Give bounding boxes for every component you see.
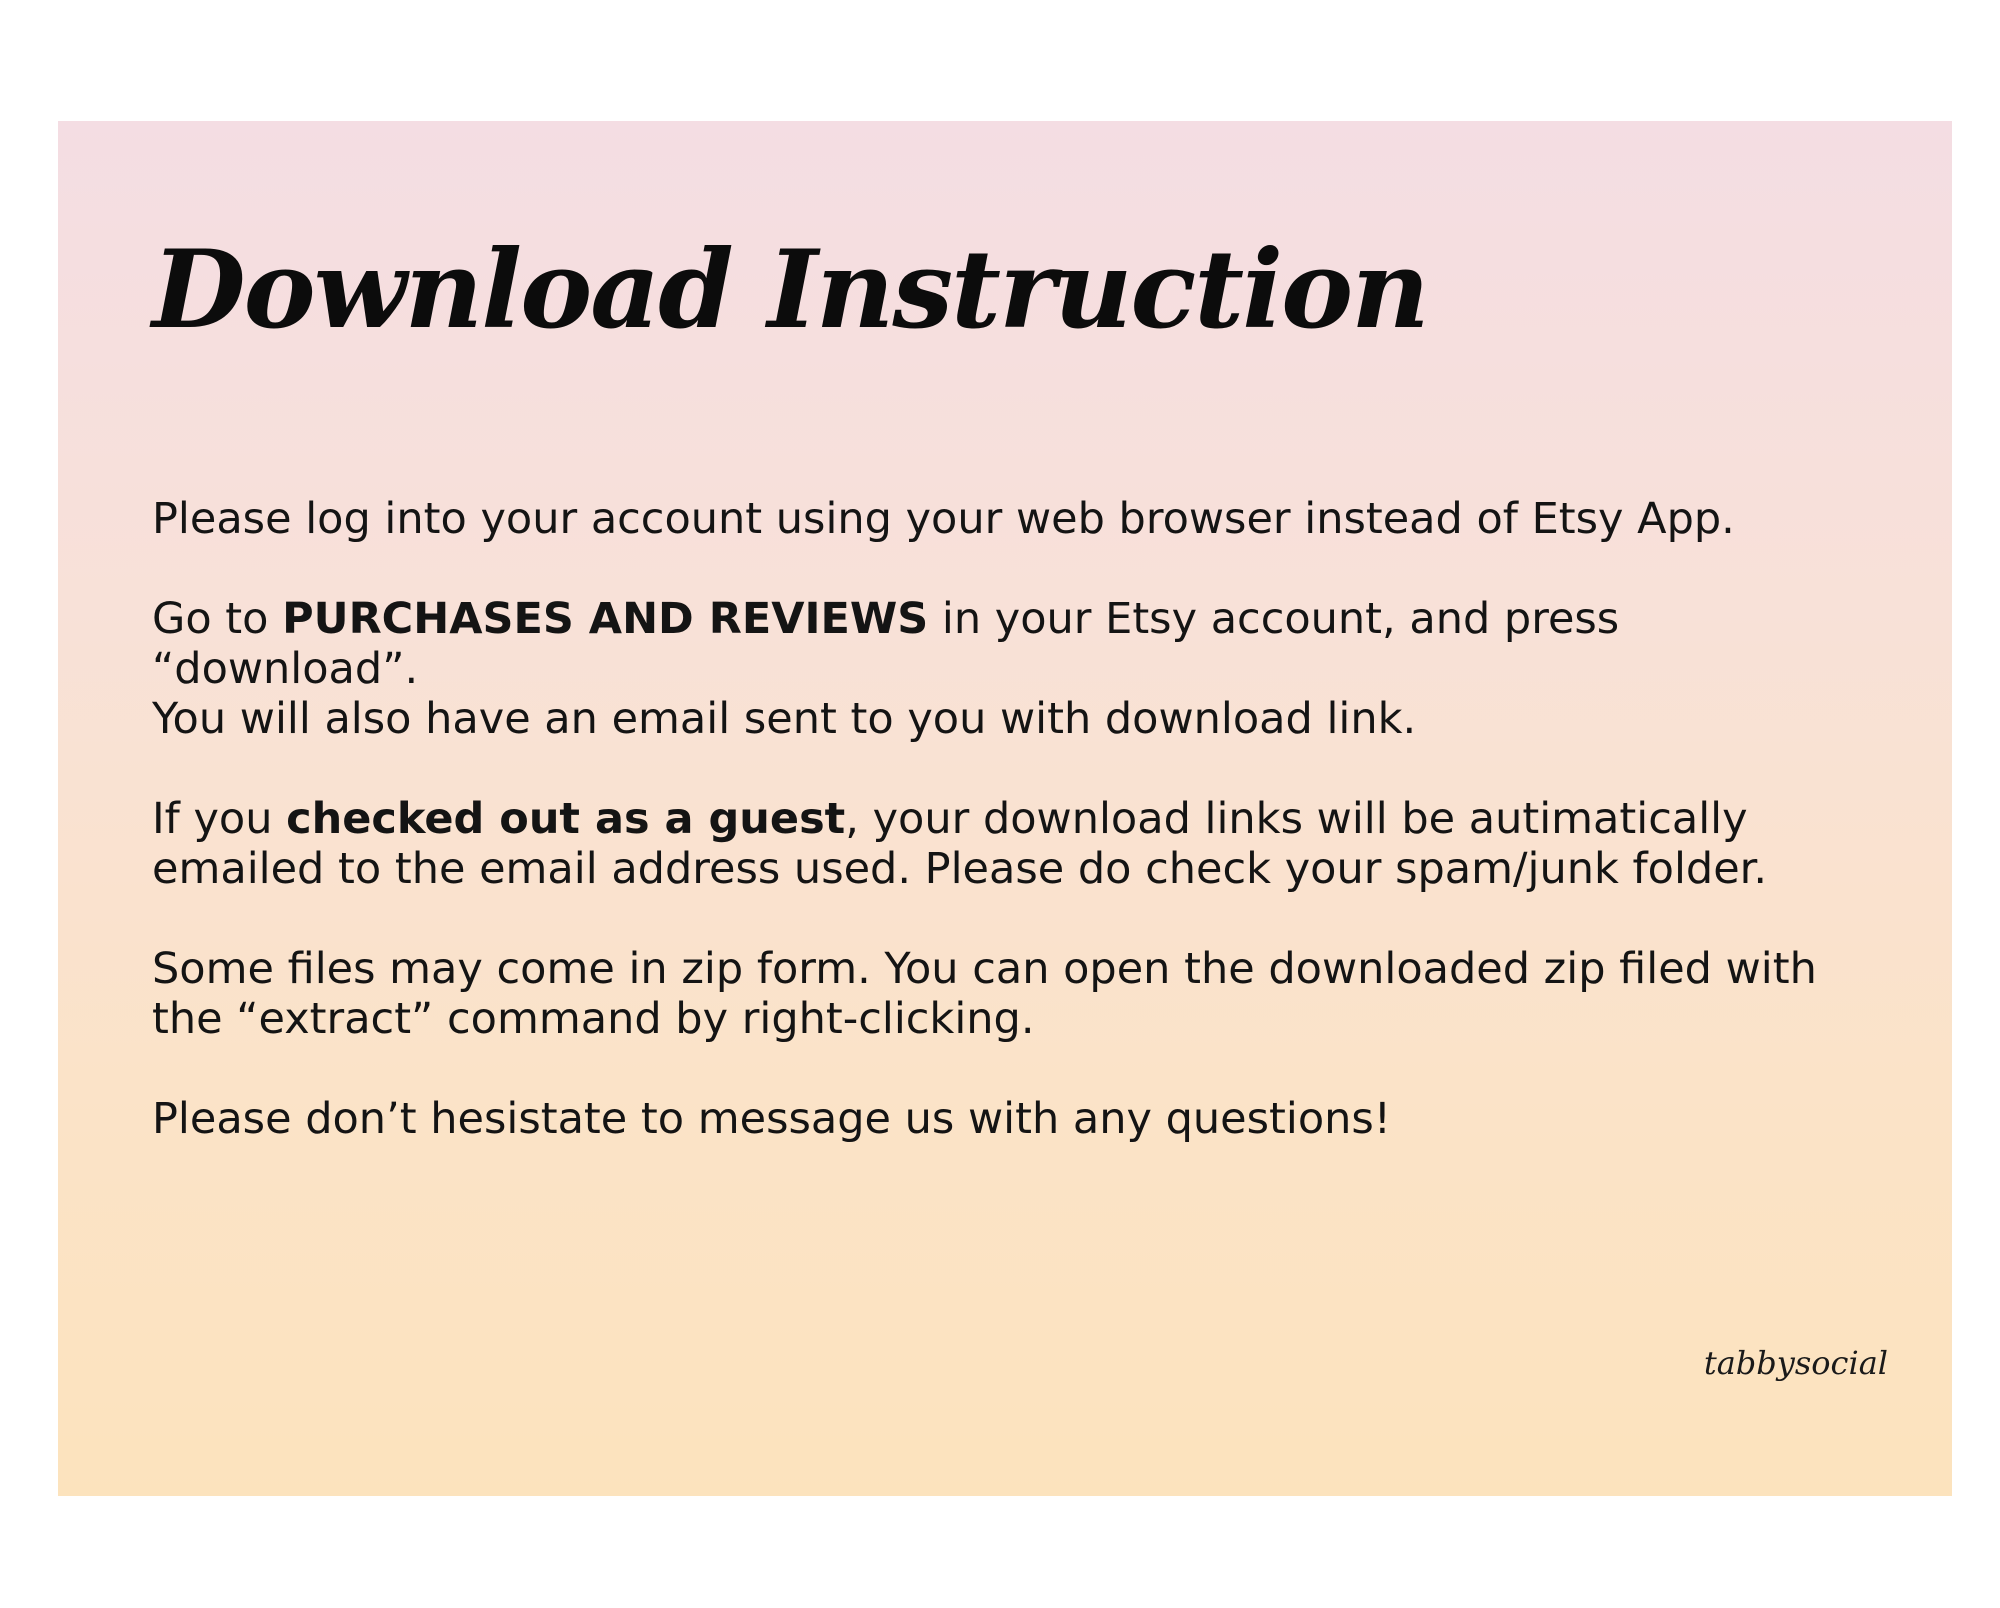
instructions-body <box>152 494 1872 1194</box>
paragraph-text-line2: You will also have an email sent to you with download link. <box>152 694 1417 744</box>
guest-checkout-emphasis: checked out as a guest <box>286 794 846 844</box>
page-title: Download Instruction <box>152 227 1428 353</box>
paragraph-guest-checkout <box>152 794 1872 894</box>
brand-signature: tabbysocial <box>1703 1344 1888 1382</box>
paragraph-text-line1: Some files may come in zip form. You can open the downloaded zip filed with <box>152 944 1817 994</box>
purchases-and-reviews-emphasis: PURCHASES AND REVIEWS <box>282 594 929 644</box>
paragraph-purchases <box>152 594 1872 744</box>
paragraph-text-after: in your Etsy account, and press “download”. <box>152 594 1620 694</box>
paragraph-text: Please log into your account using your web browser instead of Etsy App. <box>152 494 1735 544</box>
paragraph-text: Please don’t hesistate to message us with any questions! <box>152 1094 1392 1144</box>
paragraph-browser-login <box>152 494 1872 544</box>
paragraph-contact <box>152 1094 1872 1144</box>
paragraph-text-before: Go to <box>152 594 283 644</box>
paragraph-text-line2: emailed to the email address used. Please do check your spam/junk folder. <box>152 844 1768 894</box>
paragraph-zip-files <box>152 944 1872 1044</box>
paragraph-text-before: If you <box>152 794 287 844</box>
paragraph-text-line2: the “extract” command by right-clicking. <box>152 994 1035 1044</box>
instruction-card <box>58 121 1952 1496</box>
paragraph-text-after: , your download links will be autimatically <box>845 794 1748 844</box>
